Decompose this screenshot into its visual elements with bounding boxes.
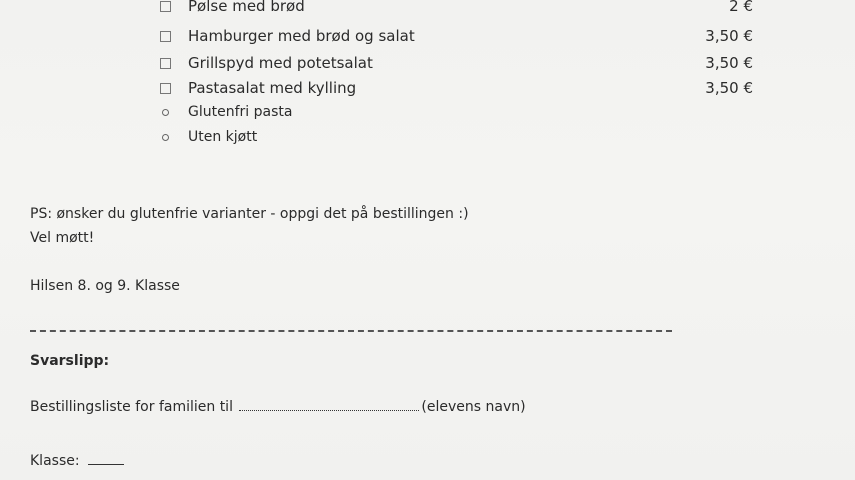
order-label: Bestillingsliste for familien til bbox=[30, 399, 233, 415]
class-line bbox=[30, 452, 124, 470]
reply-slip-heading: Svarslipp: bbox=[30, 353, 110, 369]
class-field[interactable] bbox=[88, 464, 124, 465]
menu-item bbox=[160, 0, 760, 20]
menu-item-price: 3,50 € bbox=[705, 79, 753, 97]
welcome-note: Vel møtt! bbox=[30, 230, 95, 246]
menu-item bbox=[160, 26, 760, 50]
menu-item-price: 3,50 € bbox=[705, 27, 753, 45]
menu-option bbox=[160, 102, 760, 126]
order-suffix: (elevens navn) bbox=[421, 399, 526, 415]
class-label: Klasse: bbox=[30, 453, 80, 469]
radio-circle[interactable] bbox=[162, 134, 169, 141]
checkbox[interactable] bbox=[160, 83, 171, 94]
menu-item-price: 3,50 € bbox=[705, 54, 753, 72]
menu-item-name: Grillspyd med potetsalat bbox=[188, 54, 373, 72]
checkbox[interactable] bbox=[160, 31, 171, 42]
menu-option-name: Uten kjøtt bbox=[188, 129, 258, 145]
cut-line-divider bbox=[30, 330, 672, 332]
menu-option bbox=[160, 127, 760, 151]
radio-circle[interactable] bbox=[162, 109, 169, 116]
checkbox[interactable] bbox=[160, 58, 171, 69]
student-name-field[interactable] bbox=[239, 410, 419, 411]
menu-item-name: Pastasalat med kylling bbox=[188, 79, 357, 97]
order-line bbox=[30, 398, 526, 416]
menu-item-name: Pølse med brød bbox=[188, 0, 305, 15]
checkbox[interactable] bbox=[160, 1, 171, 12]
menu-item bbox=[160, 78, 760, 102]
menu-item bbox=[160, 53, 760, 77]
menu-item-name: Hamburger med brød og salat bbox=[188, 27, 415, 45]
menu-option-name: Glutenfri pasta bbox=[188, 104, 293, 120]
greeting: Hilsen 8. og 9. Klasse bbox=[30, 278, 180, 294]
menu-item-price: 2 € bbox=[729, 0, 753, 15]
ps-note: PS: ønsker du glutenfrie varianter - oppgi det på bestillingen :) bbox=[30, 206, 469, 222]
